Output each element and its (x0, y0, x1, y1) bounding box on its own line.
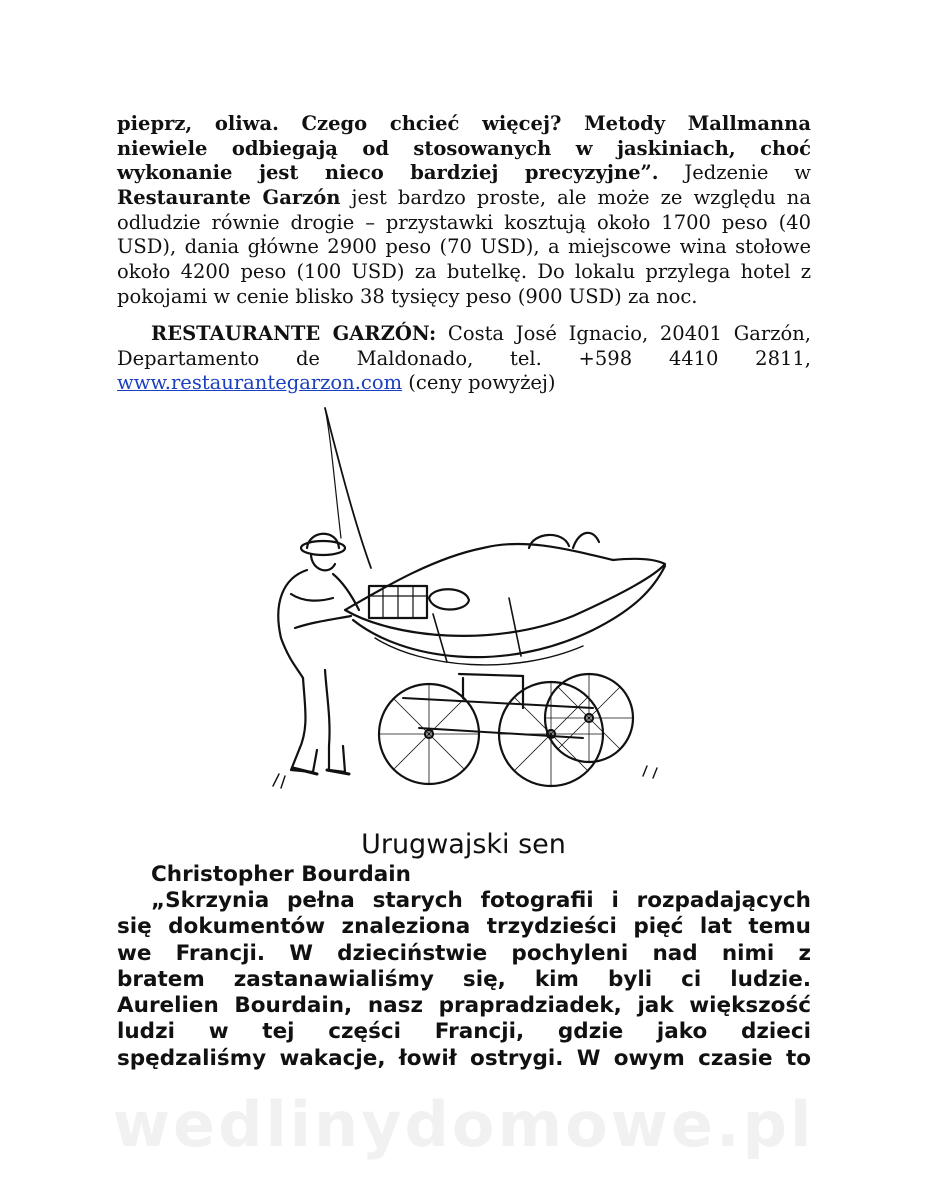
cart-frame (403, 698, 593, 708)
paragraph-story-intro (117, 888, 811, 1072)
author-name (117, 862, 811, 888)
text-line (117, 186, 811, 211)
text-line: „Skrzynia pełna starych fotografii i rozpadających (151, 888, 811, 913)
fishing-rod (325, 408, 371, 568)
man-back (278, 570, 307, 678)
text-line (117, 112, 811, 137)
text-line: USD), dania główne 2900 peso (70 USD), a miejscowe wina stołowe (117, 235, 811, 259)
text-line: Aurelien Bourdain, nasz prapradziadek, jak większość (117, 993, 811, 1019)
article-title: Urugwajski sen (361, 829, 566, 860)
text-line (117, 371, 811, 396)
address-text: Costa José Ignacio, 20401 Garzón, (436, 322, 811, 345)
text-line: Departamento de Maldonado, tel. +598 4410 2811, (117, 346, 811, 370)
text-line (117, 137, 811, 162)
text-line: odludzie równie drogie – przystawki kosztują około 1700 peso (40 (117, 210, 811, 234)
text-fragment: (ceny powyżej) (402, 371, 556, 395)
text-line: się dokumentów znaleziona trzydzieści pięć lat temu (117, 914, 811, 940)
text-line (117, 322, 811, 347)
author-text: Christopher Bourdain (151, 862, 411, 887)
address-label: RESTAURANTE GARZÓN: (151, 322, 437, 345)
man-leg (291, 678, 317, 772)
text-line: ludzi w tej części Francji, gdzie jako dzieci (117, 1019, 811, 1045)
paragraph-restaurant-address (117, 322, 811, 396)
bold-text: wykonanie jest nieco bardziej precyzyjne”. (117, 161, 659, 185)
text-line: spędzaliśmy wakacje, łowił ostrygi. W owym czasie to (117, 1045, 811, 1071)
bold-text: niewiele odbiegają od stosowanych w jaskiniach, choć (117, 136, 811, 160)
text-line: około 4200 peso (100 USD) za butelkę. Do lokalu przylega hotel z (117, 260, 811, 284)
text-line (117, 161, 811, 186)
site-watermark: wedlinydomowe.pl (112, 1088, 815, 1161)
website-link[interactable]: www.restaurantegarzon.com (117, 371, 403, 395)
paragraph-restaurant-description (117, 112, 811, 310)
text-line: we Francji. W dzieciństwie pochyleni nad nimi z (117, 940, 811, 966)
text-line: pokojami w cenie blisko 38 tysięcy peso (900 USD) za noc. (117, 284, 698, 308)
bag (429, 589, 469, 609)
bold-text: pieprz, oliwa. Czego chcieć więcej? Metody Mallmanna (117, 112, 811, 135)
restaurant-name-bold: Restaurante Garzón (117, 186, 341, 210)
boat-hull (345, 544, 665, 636)
text-line: bratem zastanawialiśmy się, kim byli ci ludzie. (117, 966, 811, 992)
text-fragment: jest bardzo proste, ale może ze względu na (340, 186, 811, 210)
text-fragment: Jedzenie w (658, 161, 811, 185)
boat-cart-illustration (233, 398, 688, 820)
